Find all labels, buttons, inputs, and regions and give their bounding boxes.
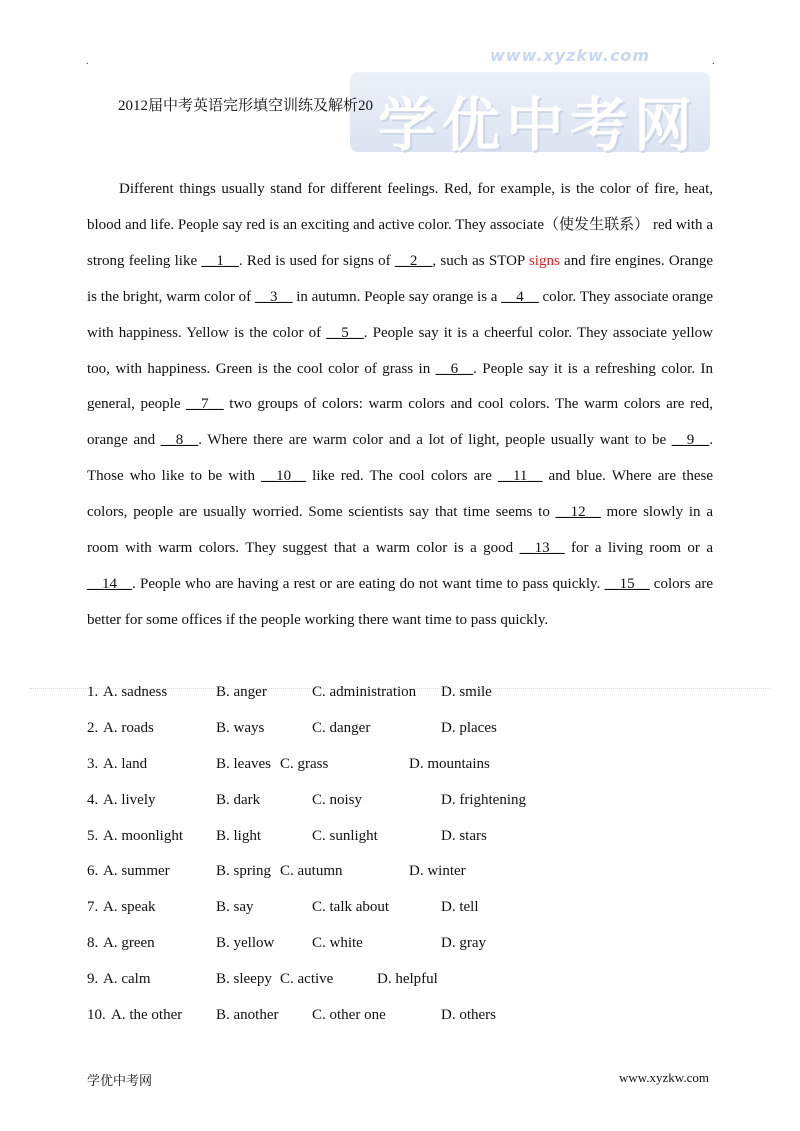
question-number: 7. [87,899,99,916]
option-c: C. administration [312,684,417,700]
option-d: D. frightening [441,791,526,808]
blank-10: __10__ [261,468,307,485]
option-c: C. sunlight [312,827,378,844]
option-d: D. places [441,719,497,736]
question-number: 6. [87,863,99,880]
watermark [350,44,720,159]
question-number: 8. [87,935,99,952]
passage-text: . Those who like to be with [87,432,714,485]
blank-12: __12__ [555,504,601,521]
blank-14: __14__ [87,575,132,592]
question-number: 9. [87,971,99,988]
option-b: B. dark [216,791,261,808]
passage-text: Different things usually stand for different feelings. Red, for example, is the color of fire, heat, blood and life. People say red is an exciting and active color. They associate（使发生联系） red with a strong feeling like [87,181,713,269]
option-b: B. spring [216,863,272,880]
option-d: D. smile [441,684,492,700]
option-row [87,752,647,788]
blank-13: __13__ [519,540,565,557]
option-d: D. winter [409,863,466,880]
option-c: C. danger [312,719,371,736]
question-number: 5. [87,827,99,844]
passage-text: color. They associate orange with happiness. Yellow is the color of [87,288,713,341]
option-row [87,788,647,824]
option-a: A. speak [103,899,156,916]
option-d: D. others [441,1007,496,1024]
question-number: 1. [87,684,99,700]
watermark-logo-text: 学优中考网 [378,91,699,159]
passage-text: and fire engines. Orange is the bright, warm color of [87,252,713,305]
option-d: D. stars [441,827,487,844]
option-row [87,859,647,895]
blank-11: __11__ [497,468,543,485]
option-row [87,895,647,931]
option-c: C. active [280,971,334,988]
option-c: C. grass [280,755,329,772]
option-b: B. yellow [216,935,275,952]
passage-text: in autumn. People say orange is a [292,288,502,305]
option-b: B. ways [216,719,265,736]
option-c: C. autumn [280,863,343,880]
option-b: B. another [216,1007,279,1024]
option-b: B. sleepy [216,971,272,988]
question-number: 2. [87,719,99,736]
watermark-logo [350,72,710,159]
passage-text: and blue. Where are these colors, people are usually worried. Some scientists say that time seems to [87,468,713,521]
passage-text: colors are better for some offices if the people working there want time to pass quickly. [87,575,713,628]
blank-9: __9__ [671,432,710,449]
option-a: A. the other [111,1007,183,1024]
passage-text: two groups of colors: warm colors and cool colors. The warm colors are red, orange and [87,396,713,449]
watermark-url: www.xyzkw.com [490,46,651,65]
option-row [87,680,647,716]
blank-15: __15__ [604,575,650,592]
passage-text: like red. The cool colors are [306,468,498,485]
option-a: A. lively [103,791,156,808]
option-b: B. leaves [216,755,271,772]
option-row [87,1003,647,1039]
passage-text: . Where there are warm color and a lot of light, people usually want to be [198,432,672,449]
passage-text: more slowly in a room with warm colors. They suggest that a warm color is a good [87,504,713,557]
blank-6: __6__ [435,360,474,377]
option-row [87,931,647,967]
option-c: C. other one [312,1007,386,1024]
passage-text: for a living room or a [564,540,713,557]
option-a: A. green [103,935,155,952]
blank-4: __4__ [501,288,539,305]
blank-5: __5__ [326,324,364,341]
option-row [87,716,647,752]
option-d: D. mountains [409,755,490,772]
option-a: A. sadness [103,684,168,700]
option-b: B. say [216,899,254,916]
passage-text: . People say it is a refreshing color. In general, people [87,360,713,413]
option-d: D. tell [441,899,479,916]
option-c: C. noisy [312,791,363,808]
option-row [87,967,647,1003]
highlighted-word-signs: signs [528,252,560,269]
corner-dot-left: . [86,56,89,67]
option-a: A. moonlight [103,827,184,844]
option-a: A. land [103,755,148,772]
blank-1: __1__ [201,252,239,269]
blank-7: __7__ [186,396,224,413]
passage-text: . People say it is a cheerful color. They associate yellow too, with happiness. Green is the cool color of grass in [87,324,713,377]
footer-site-url: www.xyzkw.com [618,1070,709,1085]
footer-site-name: 学优中考网 [87,1073,153,1088]
blank-3: __3__ [254,288,293,305]
answer-options [87,680,647,1039]
question-number: 4. [87,791,99,808]
option-a: A. roads [103,719,154,736]
question-number: 3. [87,755,99,772]
option-a: A. calm [103,971,151,988]
option-d: D. gray [441,935,486,952]
option-b: B. anger [216,684,267,700]
blank-8: __8__ [160,432,199,449]
cloze-passage [87,172,713,639]
passage-text: . Red is used for signs of [238,252,395,269]
passage-text: , such as STOP [432,252,529,269]
passage-text: . People who are having a rest or are eating do not want time to pass quickly. [132,575,605,592]
question-number: 10. [87,1007,106,1024]
option-a: A. summer [103,863,170,880]
option-c: C. white [312,935,363,952]
option-b: B. light [216,827,262,844]
document-title: 2012届中考英语完形填空训练及解析20 [118,98,374,114]
option-row [87,824,647,860]
option-d: D. helpful [377,971,438,988]
corner-dot-right: . [712,56,715,67]
option-c: C. talk about [312,899,390,916]
blank-2: __2__ [394,252,433,269]
